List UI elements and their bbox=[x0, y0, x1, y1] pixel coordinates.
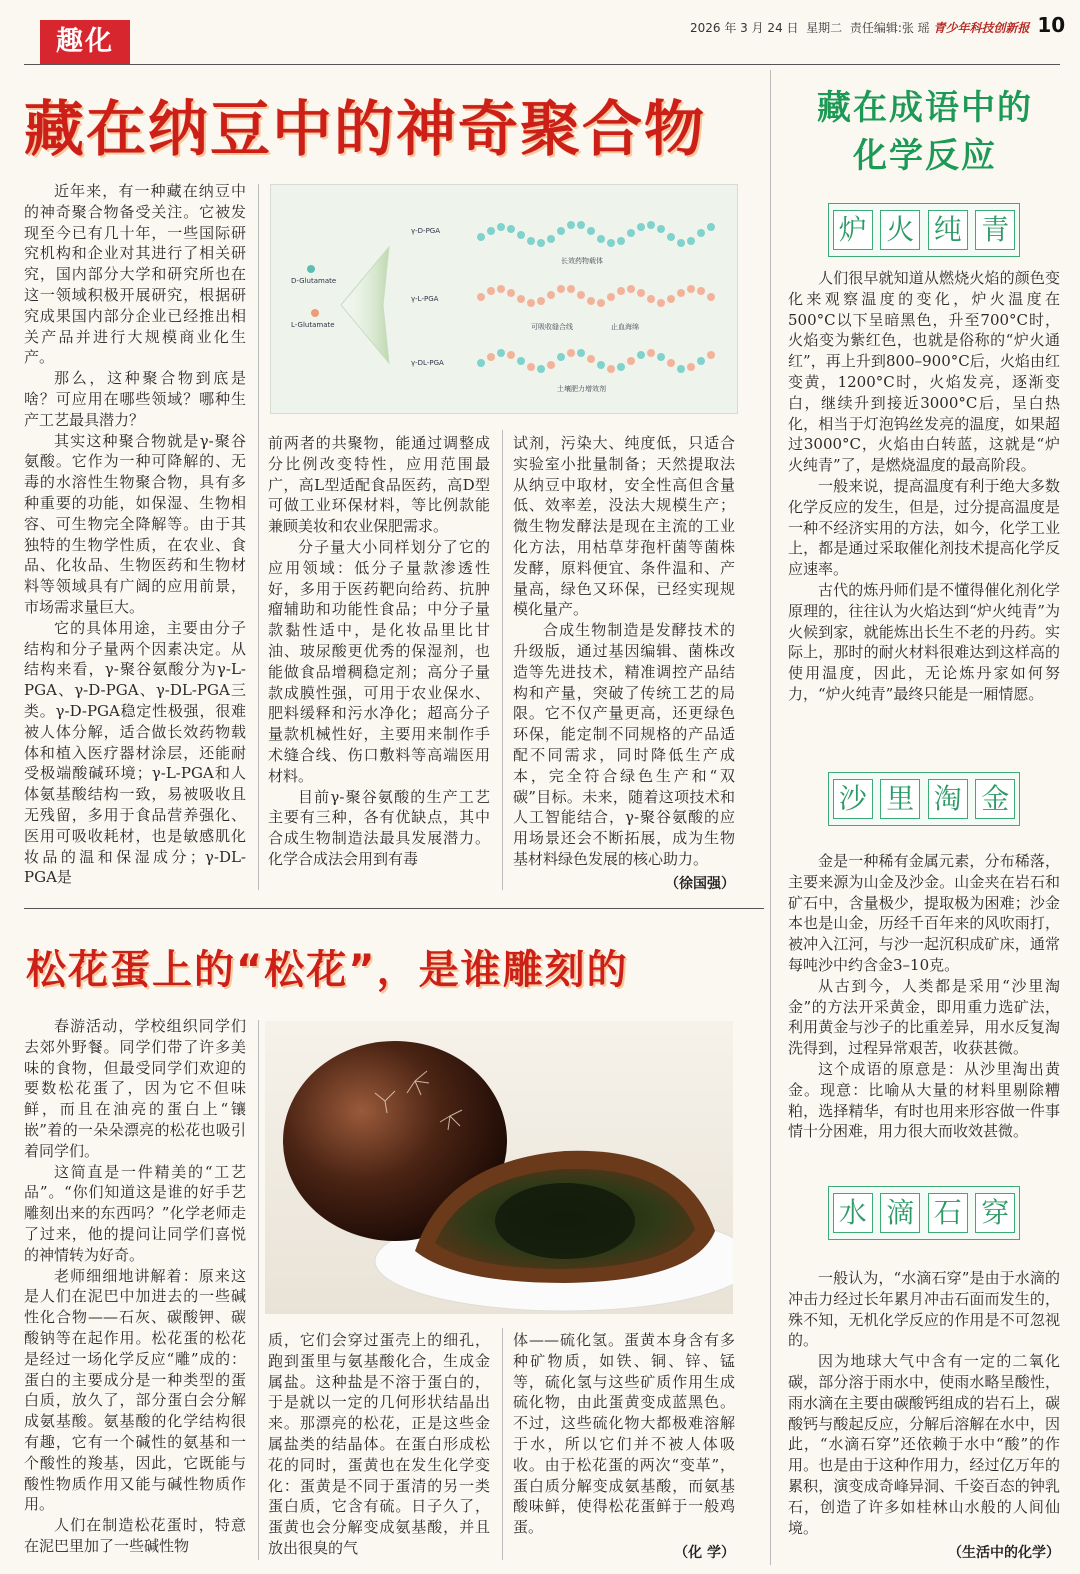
idiom-box-1 bbox=[828, 203, 1020, 257]
article3-title-line1: 藏在成语中的 bbox=[817, 88, 1033, 128]
paragraph: 其实这种聚合物就是γ-聚谷氨酸。它作为一种可降解的、无毒的水溶性生物聚合物，具有多种重要的功能，如保湿、生物相容、可生物完全降解等。由于其独特的生物学性质，在农业、食品、化妆品、生物医药和生物材料等领域具有广阔的应用前景，市场需求量巨大。 bbox=[24, 431, 246, 616]
d-pga-chain bbox=[477, 221, 715, 247]
paragraph: 目前γ-聚谷氨酸的生产工艺主要有三种，各有优缺点，其中合成生物制造法最具发展潜力。化学合成法会用到有毒 bbox=[268, 787, 490, 868]
label-soil: 土壤肥力增效剂 bbox=[557, 385, 606, 393]
l-pga-chain bbox=[477, 285, 715, 307]
dl-pga-chain bbox=[477, 349, 715, 373]
column-divider bbox=[258, 184, 259, 890]
paragraph: 分子量大小同样划分了它的应用领域：低分子量款渗透性好，多用于医药靶向给药、抗肿瘤辅助和功能性食品；中分子量款黏性适中，是化妆品里比甘油、玻尿酸更优秀的保湿剂，也能做食品增稠稳定剂；高分子量款成膜性强，可用于农业保水、肥料缓释和污水净化；超高分子量款机械性好，主要用来制作手术缝合线、伤口敷料等高端医用材料。 bbox=[268, 537, 490, 785]
paragraph: 从古到今，人类都是采用“沙里淘金”的方法开采黄金，即用重力选矿法，利用黄金与沙子的比重差异，用水反复淘洗得到，过程异常艰苦，收获甚微。 bbox=[788, 976, 1060, 1058]
paragraph: 那么，这种聚合物到底是啥？可应用在哪些领域？哪种生产工艺最具潜力？ bbox=[24, 369, 246, 429]
issue-line bbox=[690, 12, 1066, 38]
pga-figure bbox=[270, 184, 738, 414]
idiom-char: 滴 bbox=[880, 1193, 920, 1233]
article-divider bbox=[24, 908, 764, 909]
idiom-char: 石 bbox=[928, 1193, 968, 1233]
century-egg-photo bbox=[265, 1021, 733, 1314]
century-egg-illustration bbox=[265, 1021, 733, 1314]
article3-sec3 bbox=[788, 1268, 1060, 1540]
paragraph: 古代的炼丹师们是不懂得催化剂化学原理的，往往认为火焰达到“炉火纯青”为火候到家，就能炼出长生不老的丹药。实际上，那时的耐火材料很难达到这样高的使用温度，因此，无论炼丹家如何努力，“炉火纯青”最终只能是一厢情愿。 bbox=[788, 580, 1060, 703]
paragraph: 因为地球大气中含有一定的二氧化碳，部分溶于雨水中，使雨水略呈酸性，雨水滴在主要由碳酸钙组成的岩石上，碳酸钙与酸起反应，分解后溶解在水中，因此，“水滴石穿”还依赖于水中“酸”的作用。也是由于这种作用力，经过亿万年的累积，演变成奇峰异洞、千姿百态的钟乳石，创造了许多如桂林山水般的人间仙境。 bbox=[788, 1352, 1060, 1537]
label-l-glutamate: L-Glutamate bbox=[291, 321, 335, 329]
idiom-box-3 bbox=[828, 1186, 1020, 1240]
section-tag: 趣化 bbox=[40, 20, 130, 64]
label-gamma-dl-pga: γ-DL-PGA bbox=[411, 359, 444, 367]
column-divider bbox=[258, 1020, 259, 1560]
idiom-char: 里 bbox=[880, 779, 920, 819]
page-number: 10 bbox=[1037, 13, 1066, 37]
label-drug-carrier: 长效药物载体 bbox=[561, 257, 603, 265]
issue-date: 2026 年 3 月 24 日 bbox=[690, 21, 799, 35]
paragraph: 质，它们会穿过蛋壳上的细孔，跑到蛋里与氨基酸化合，生成金属盐。这种盐是不溶于蛋白的，于是就以一定的几何形状结晶出来。那漂亮的松花，正是这些金属盐类的结晶体。在蛋白形成松花的同时，蛋黄也在发生化学变化：蛋黄是不同于蛋清的另一类蛋白质，它含有硫。日子久了，蛋黄也会分解变成氨基酸，并且放出很臭的气 bbox=[268, 1331, 490, 1557]
label-sponge: 止血海绵 bbox=[611, 323, 639, 331]
paragraph: 一般来说，提高温度有利于绝大多数化学反应的发生，但是，过分提高温度是一种不经济实用的方法，如今，化学工业上，都是通过采取催化剂技术提高化学反应速率。 bbox=[788, 476, 1060, 579]
paragraph: 金是一种稀有金属元素，分布稀落，主要来源为山金及沙金。山金夹在岩石和矿石中，含量极少，提取极为困难；沙金本也是山金，历经千百年来的风吹雨打，被冲入江河，与沙一起沉积成矿床，通常每吨沙中约含金3–10克。 bbox=[788, 852, 1060, 974]
article2-title: 松花蛋上的“松花”，是谁雕刻的 bbox=[26, 947, 629, 993]
paragraph: 人们在制造松花蛋时，特意在泥巴里加了一些碱性物 bbox=[24, 1516, 246, 1555]
article1-col3 bbox=[513, 433, 735, 873]
pga-diagram bbox=[271, 185, 737, 413]
paragraph: 春游活动，学校组织同学们去郊外野餐。同学们带了许多美味的食物，但最受同学们欢迎的要数松花蛋了，因为它不但味鲜，而且在油亮的蛋白上“镶嵌”着的一朵朵漂亮的松花也吸引着同学们。 bbox=[24, 1017, 246, 1160]
paragraph: 一般认为，“水滴石穿”是由于水滴的冲击力经过长年累月冲击石面而发生的，殊不知，无机化学反应的作用是不可忽视的。 bbox=[788, 1269, 1060, 1350]
paragraph: 合成生物制造是发酵技术的升级版，通过基因编辑、菌株改造等先进技术，精准调控产品结构和产量，突破了传统工艺的局限。它不仅产量更高，还更绿色环保，能定制不同规格的产品适配不同需求，同时降低生产成本，完全符合绿色生产和“双碳”目标。未来，随着这项技术和人工智能结合，γ-聚谷氨酸的应用场景还会不断拓展，成为生物基材料绿色发展的核心助力。 bbox=[513, 621, 735, 868]
article1-col2 bbox=[268, 433, 490, 893]
paragraph: 近年来，有一种藏在纳豆中的神奇聚合物备受关注。它被发现至今已有几十年，一些国际研究机构和企业对其进行了相关研究，国内部分大学和研究所也在这一领域积极开展研究，根据研究成果国内部分企业已经推出相关产品并进行大规模商业化生产。 bbox=[24, 182, 246, 367]
idiom-char: 穿 bbox=[975, 1193, 1015, 1233]
paragraph: 老师细细地讲解着：原来这是人们在泥巴中加进去的一些碱性化合物——石灰、碳酸钾、碳酸钠等在起作用。松花蛋的松花是经过一场化学反应“雕”成的：蛋白的主要成分是一种类型的蛋白质，放久了，部分蛋白会分解成氨基酸。氨基酸的化学结构很有趣，它有一个碱性的氨基和一个酸性的羧基，因此，它既能与酸性物质作用又能与碱性物质作用。 bbox=[24, 1266, 246, 1514]
label-gamma-l-pga: γ-L-PGA bbox=[411, 295, 439, 303]
issue-editor: 责任编辑:张 瑶 bbox=[849, 21, 930, 35]
article1-title: 藏在纳豆中的神奇聚合物 bbox=[24, 95, 706, 165]
idiom-char: 青 bbox=[975, 210, 1015, 250]
idiom-char: 炉 bbox=[833, 210, 873, 250]
column-divider bbox=[502, 430, 503, 890]
article2-col3 bbox=[513, 1330, 735, 1540]
label-d-glutamate: D-Glutamate bbox=[291, 277, 337, 285]
paragraph: 前两者的共聚物，能通过调整成分比例改变特性，应用范围最广，高L型适配食品医药，高D型可做工业环保材料，等比例款能兼顾美妆和农业保肥需求。 bbox=[268, 434, 490, 536]
paragraph: 体——硫化氢。蛋黄本身含有多种矿物质，如铁、铜、锌、锰等，硫化氢与这些矿质作用生成硫化物，由此蛋黄变成蓝黑色。不过，这些硫化物大都极难溶解于水，所以它们并不被人体吸收。由于松花蛋的两次“变革”，蛋白质分解变成氨基酸，而氨基酸味鲜，使得松花蛋鲜于一般鸡蛋。 bbox=[513, 1331, 735, 1537]
article3-sec1 bbox=[788, 268, 1060, 752]
idiom-char: 沙 bbox=[833, 779, 873, 819]
paragraph: 这简直是一件精美的“工艺品”。“你们知道这是谁的好手艺雕刻出来的东西吗？”化学老师走了过来，他的提问让同学们喜悦的神情转为好奇。 bbox=[24, 1162, 246, 1264]
column-divider bbox=[502, 1328, 503, 1560]
article2-author: （化 学） bbox=[674, 1545, 735, 1561]
idiom-char: 火 bbox=[880, 210, 920, 250]
header-rule bbox=[24, 64, 1060, 65]
paragraph: 它的具体用途，主要由分子结构和分子量两个因素决定。从结构来看，γ-聚谷氨酸分为γ-L-PGA、γ-D-PGA、γ-DL-PGA三类。γ-D-PGA稳定性极强，很难被人体分解，适合做长效药物载体和植入医疗器材涂层，还能耐受极端酸碱环境；γ-L-PGA和人体氨基酸结构一致，易被吸收且无残留，多用于食品营养强化、医用可吸收耗材，也是敏感肌化妆品的温和保湿成分；γ-DL-PGA是 bbox=[24, 618, 246, 887]
article1-col1 bbox=[24, 181, 246, 893]
article2-col1 bbox=[24, 1016, 246, 1561]
paragraph: 这个成语的原意是：从沙里淘出黄金。现意：比喻从大量的材料里剔除糟粕，选择精华，有时也用来形容做一件事情十分困难，用力很大而收效甚微。 bbox=[788, 1059, 1060, 1141]
idiom-char: 水 bbox=[833, 1193, 873, 1233]
idiom-box-2 bbox=[828, 772, 1020, 826]
paragraph: 人们很早就知道从燃烧火焰的颜色变化来观察温度的变化，炉火温度在500°C以下呈暗黑色，升至700°C时，火焰变为紫红色，也就是俗称的“炉火通红”，再上升到800–900°C后，火焰由红变黄，1200°C时，火焰发亮，逐渐变白，继续升到接近3000°C后，呈白热化，相当于灯泡钨丝发亮的温度，如果超过3000°C，火焰由白转蓝，这就是“炉火纯青”了，是燃烧温度的最高阶段。 bbox=[788, 269, 1060, 475]
idiom-char: 金 bbox=[975, 779, 1015, 819]
article1-author: （徐国强） bbox=[665, 876, 735, 892]
article3-sec2 bbox=[788, 851, 1060, 1171]
issue-weekday: 星期二 bbox=[806, 21, 843, 35]
paragraph: 试剂，污染大、纯度低，只适合实验室小批量制备；天然提取法从纳豆中取材，安全性高但含量低、效率差，没法大规模生产；微生物发酵法是现在主流的工业化方法，用枯草芽孢杆菌等菌株发酵，原料便宜、条件温和、产量高，绿色又环保，已经实现规模化量产。 bbox=[513, 434, 735, 619]
article3-title-line2: 化学反应 bbox=[853, 136, 997, 176]
paper-name: 青少年科技创新报 bbox=[933, 21, 1030, 35]
label-gamma-d-pga: γ-D-PGA bbox=[411, 227, 441, 235]
page-divider bbox=[770, 70, 771, 1565]
idiom-char: 纯 bbox=[928, 210, 968, 250]
article3-title bbox=[790, 84, 1060, 180]
article3-author: （生活中的化学） bbox=[948, 1545, 1060, 1561]
idiom-char: 淘 bbox=[928, 779, 968, 819]
article2-col2 bbox=[268, 1330, 490, 1560]
label-suture: 可吸收缝合线 bbox=[531, 323, 573, 331]
